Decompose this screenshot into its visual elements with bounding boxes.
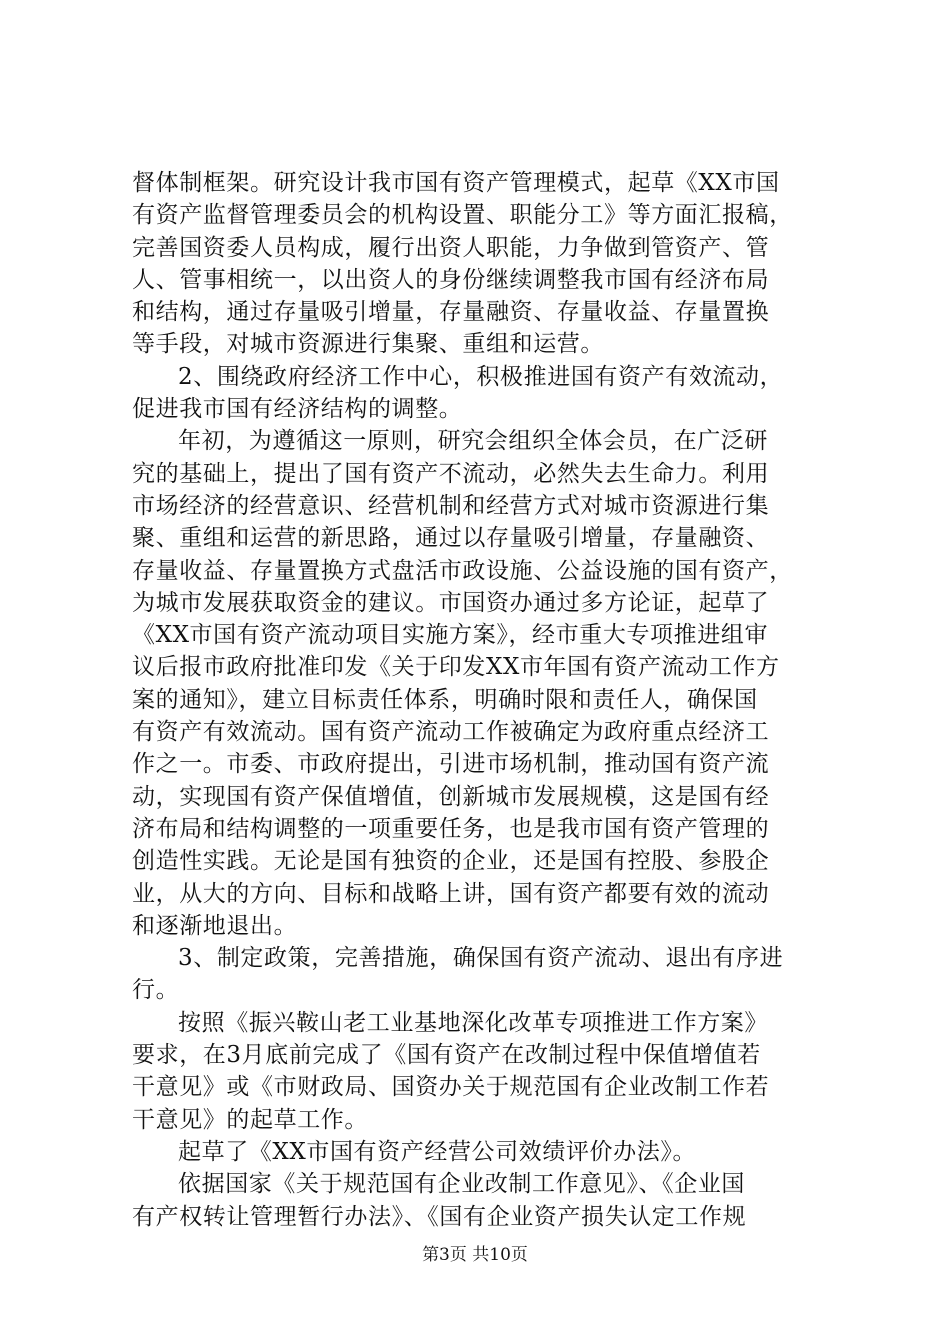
text-line: 起草了《XX市国有资产经营公司效绩评价办法》。 [178,1138,697,1165]
text-line: 作之一。市委、市政府提出，引进市场机制，推动国有资产流 [132,751,770,778]
text-line: 促进我市国有经济结构的调整。 [132,396,463,423]
text-line: 业，从大的方向、目标和战略上讲，国有资产都要有效的流动 [132,880,770,907]
text-line: 为城市发展获取资金的建议。市国资办通过多方论证，起草了 [132,589,770,616]
text-line: 要求，在3月底前完成了《国有资产在改制过程中保值增值若 [132,1042,761,1069]
text-line: 依据国家《关于规范国有企业改制工作意见》、《企业国 [178,1171,745,1198]
text-line: 干意见》的起草工作。 [132,1106,368,1133]
text-line: 人、管事相统一，以出资人的身份继续调整我市国有经济布局 [132,266,770,293]
text-line: 案的通知》，建立目标责任体系，明确时限和责任人，确保国 [132,686,758,713]
text-line: 等手段，对城市资源进行集聚、重组和运营。 [132,331,604,358]
text-line: 按照《振兴鞍山老工业基地深化改革专项推进工作方案》 [178,1009,768,1036]
text-line: 干意见》或《市财政局、国资办关于规范国有企业改制工作若 [132,1074,770,1101]
text-line: 有产权转让管理暂行办法》、《国有企业资产损失认定工作规 [132,1203,747,1230]
text-line: 2、围绕政府经济工作中心，积极推进国有资产有效流动， [178,363,784,390]
text-line: 议后报市政府批准印发《关于印发XX市年国有资产流动工作方 [132,654,780,681]
text-line: 聚、重组和运营的新思路，通过以存量吸引增量，存量融资、 [132,525,770,552]
text-line: 有资产监督管理委员会的机构设置、职能分工》等方面汇报稿， [132,202,793,229]
text-line: 和结构，通过存量吸引增量，存量融资、存量收益、存量置换 [132,299,770,326]
text-line: 济布局和结构调整的一项重要任务，也是我市国有资产管理的 [132,815,770,842]
text-line: 完善国资委人员构成，履行出资人职能，力争做到管资产、管 [132,234,770,261]
text-line: 和逐渐地退出。 [132,912,298,939]
text-line: 年初，为遵循这一原则，研究会组织全体会员，在广泛研 [178,428,768,455]
text-line: 有资产有效流动。国有资产流动工作被确定为政府重点经济工 [132,719,770,746]
text-line: 3、制定政策，完善措施，确保国有资产流动、退出有序进 [178,945,784,972]
text-line: 究的基础上，提出了国有资产不流动，必然失去生命力。利用 [132,460,770,487]
text-line: 动，实现国有资产保值增值，创新城市发展规模，这是国有经 [132,783,770,810]
text-line: 市场经济的经营意识、经营机制和经营方式对城市资源进行集 [132,492,770,519]
page-footer: 第3页 共10页 [422,1245,528,1265]
text-line: 存量收益、存量置换方式盘活市政设施、公益设施的国有资产， [132,557,793,584]
text-line: 创造性实践。无论是国有独资的企业，还是国有控股、参股企 [132,848,770,875]
document-body [132,167,832,1233]
text-line: 行。 [132,977,180,1004]
text-line: 《XX市国有资产流动项目实施方案》，经市重大专项推进组审 [132,622,769,649]
text-line: 督体制框架。研究设计我市国有资产管理模式，起草《XX市国 [132,170,780,196]
